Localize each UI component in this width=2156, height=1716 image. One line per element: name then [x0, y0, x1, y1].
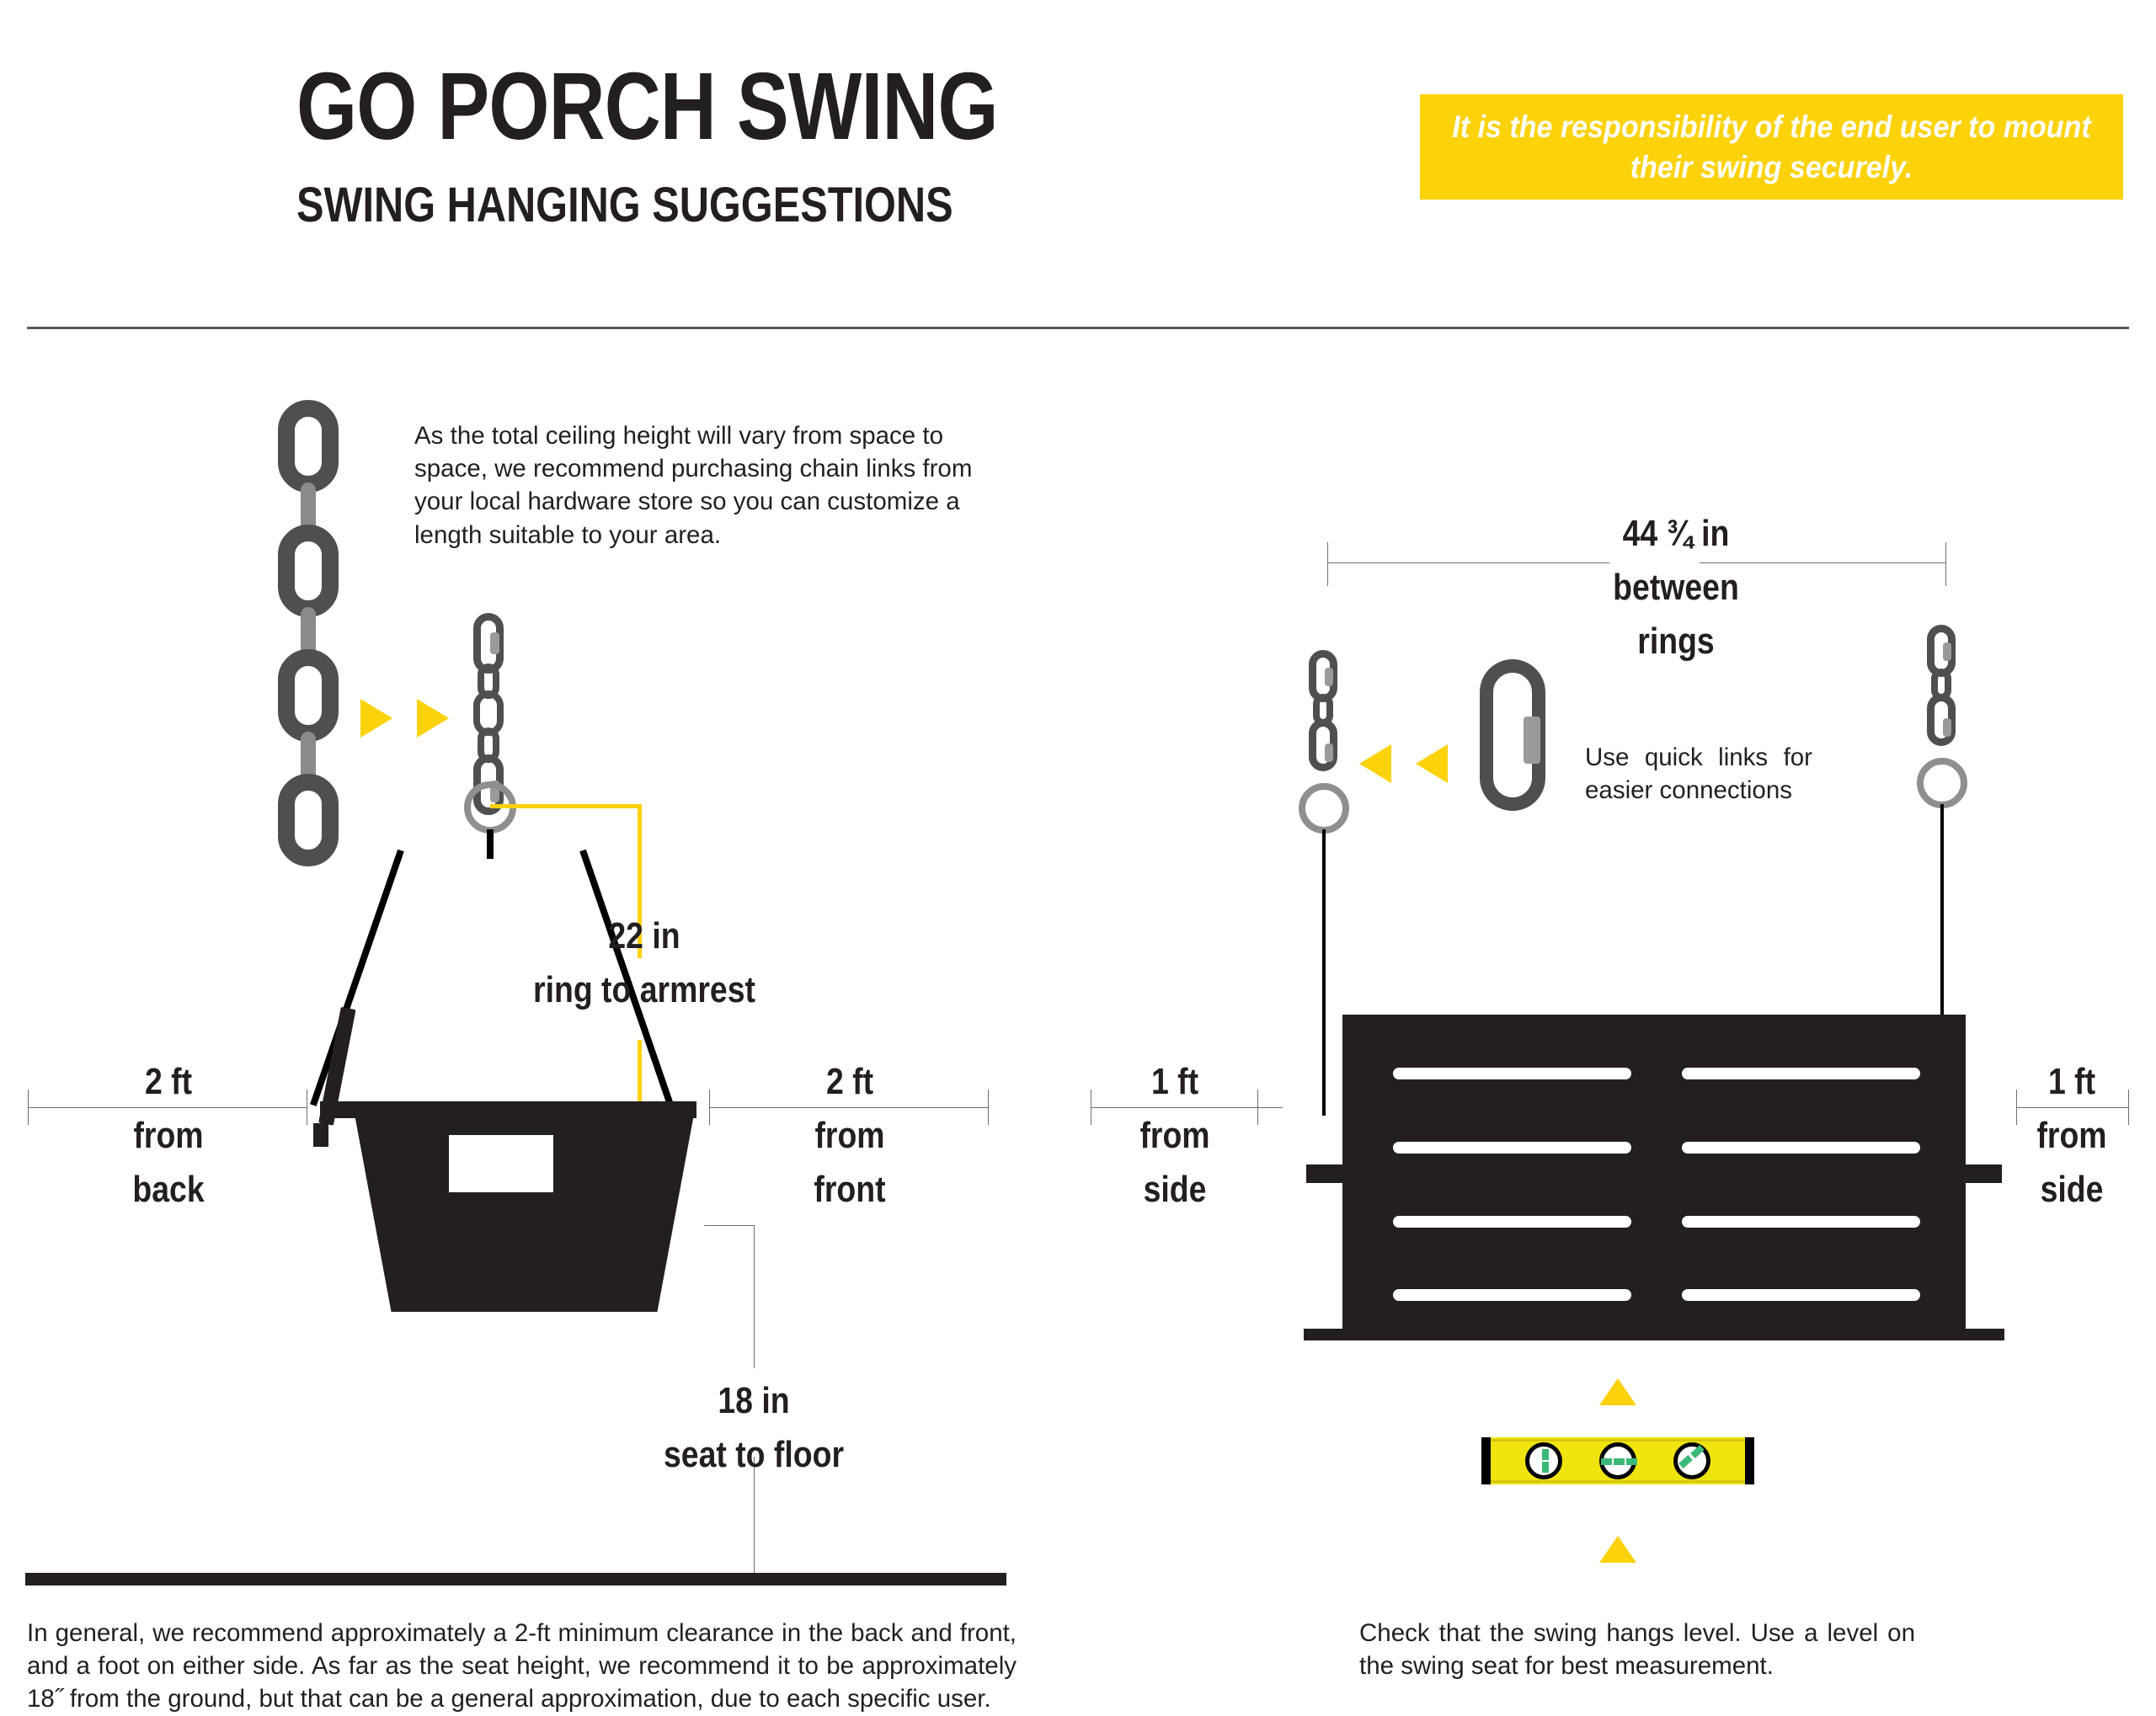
bench-slat: [1393, 1068, 1631, 1079]
clearance-back-label: [68, 1055, 269, 1218]
ring-to-armrest-dimension: [501, 909, 787, 1017]
seat-to-floor-dimension: [611, 1374, 897, 1482]
seat-to-floor-value: 18 in: [718, 1380, 790, 1421]
dimension-leader-22in: [490, 804, 642, 808]
o-ring-icon: [1299, 783, 1349, 834]
bench-slat: [1682, 1289, 1920, 1301]
dimension-tick: [1945, 542, 1946, 586]
level-vial-horizontal: [1599, 1442, 1636, 1479]
between-rings-line2: between: [1613, 567, 1739, 609]
swing-rope: [487, 829, 494, 859]
clearance-back-line3: back: [132, 1169, 205, 1211]
quick-link-note-text: Use quick links for easier connections: [1585, 743, 1812, 805]
bench-slat: [1393, 1142, 1631, 1154]
between-rings-line3: rings: [1637, 621, 1715, 663]
clearance-side-left-value: 1 ft: [1150, 1061, 1199, 1102]
ring-to-armrest-value: 22 in: [608, 915, 680, 957]
arrow-up-icon: [1599, 1378, 1636, 1405]
clearance-back-value: 2 ft: [144, 1061, 193, 1102]
swing-rope: [1322, 829, 1326, 1116]
bench-slat: [1682, 1142, 1920, 1154]
page-title: GO PORCH SWING: [296, 53, 998, 159]
arrow-right-icon: [417, 699, 449, 738]
arrow-right-icon: [360, 699, 392, 738]
swing-rope: [310, 850, 404, 1106]
clearance-side-right-line2: from: [2036, 1115, 2107, 1157]
clearance-side-right-line3: side: [2040, 1169, 2104, 1211]
o-ring-icon: [1917, 758, 1967, 808]
clearance-side-left-line3: side: [1143, 1169, 1207, 1211]
arrow-left-icon: [1359, 744, 1391, 783]
dimension-line: [754, 1225, 755, 1368]
clearance-back-line2: from: [133, 1115, 204, 1157]
level-vial-diagonal: [1673, 1442, 1710, 1479]
clearance-side-left-line2: from: [1139, 1115, 1210, 1157]
page-subtitle: SWING HANGING SUGGESTIONS: [296, 178, 953, 232]
level-vial-vertical: [1525, 1442, 1562, 1479]
seat-to-floor-caption: seat to floor: [663, 1434, 845, 1476]
clearance-side-left-label: [1075, 1055, 1275, 1218]
dimension-tick: [1327, 542, 1328, 586]
spirit-level-icon: [1481, 1437, 1754, 1484]
ring-to-armrest-caption: ring to armrest: [533, 969, 755, 1011]
quick-link-icon: [1480, 659, 1545, 811]
between-rings-value: 44 ¾ in: [1622, 513, 1730, 554]
between-rings-dimension: [1533, 507, 1819, 669]
dimension-line: [704, 1225, 755, 1226]
responsibility-notice-text: It is the responsibility of the end user to mount their swing securely.: [1452, 109, 2091, 184]
clearance-side-right-value: 1 ft: [2047, 1061, 2096, 1102]
bench-slat: [1682, 1068, 1920, 1079]
bench-slat: [1682, 1216, 1920, 1228]
dimension-tick: [988, 1090, 989, 1125]
left-footnote-text: In general, we recommend approximately a 2-ft minimum clearance in the back and front, and a foot on either side. As far as the seat height, we recommend it to be approximately 18˝ from the ground, but that can be a general approximation, due to each specific user.: [27, 1619, 1017, 1713]
responsibility-notice-box: [1420, 94, 2123, 200]
clearance-front-label: [750, 1055, 950, 1218]
swing-seat-cutout: [449, 1135, 553, 1192]
bench-base: [1304, 1329, 2004, 1340]
chain-icon: [468, 613, 519, 807]
bench-slat: [1393, 1216, 1631, 1228]
clearance-front-line3: front: [814, 1169, 886, 1211]
arrow-up-icon: [1599, 1536, 1636, 1563]
arrow-left-icon: [1416, 744, 1448, 783]
bench-slat: [1393, 1289, 1631, 1301]
chain-note-text: As the total ceiling height will vary from space to space, we recommend purchasing chain links from your local hardware store so you can customize a length suitable to your area.: [414, 422, 973, 549]
header-divider: [27, 327, 2129, 329]
floor-line: [25, 1573, 1006, 1585]
swing-seat-notch: [313, 1123, 328, 1147]
right-footnote-text: Check that the swing hangs level. Use a level on the swing seat for best measurement.: [1359, 1619, 1915, 1681]
clearance-side-right-label: [1972, 1055, 2156, 1218]
clearance-front-value: 2 ft: [825, 1061, 874, 1102]
clearance-front-line2: from: [814, 1115, 885, 1157]
